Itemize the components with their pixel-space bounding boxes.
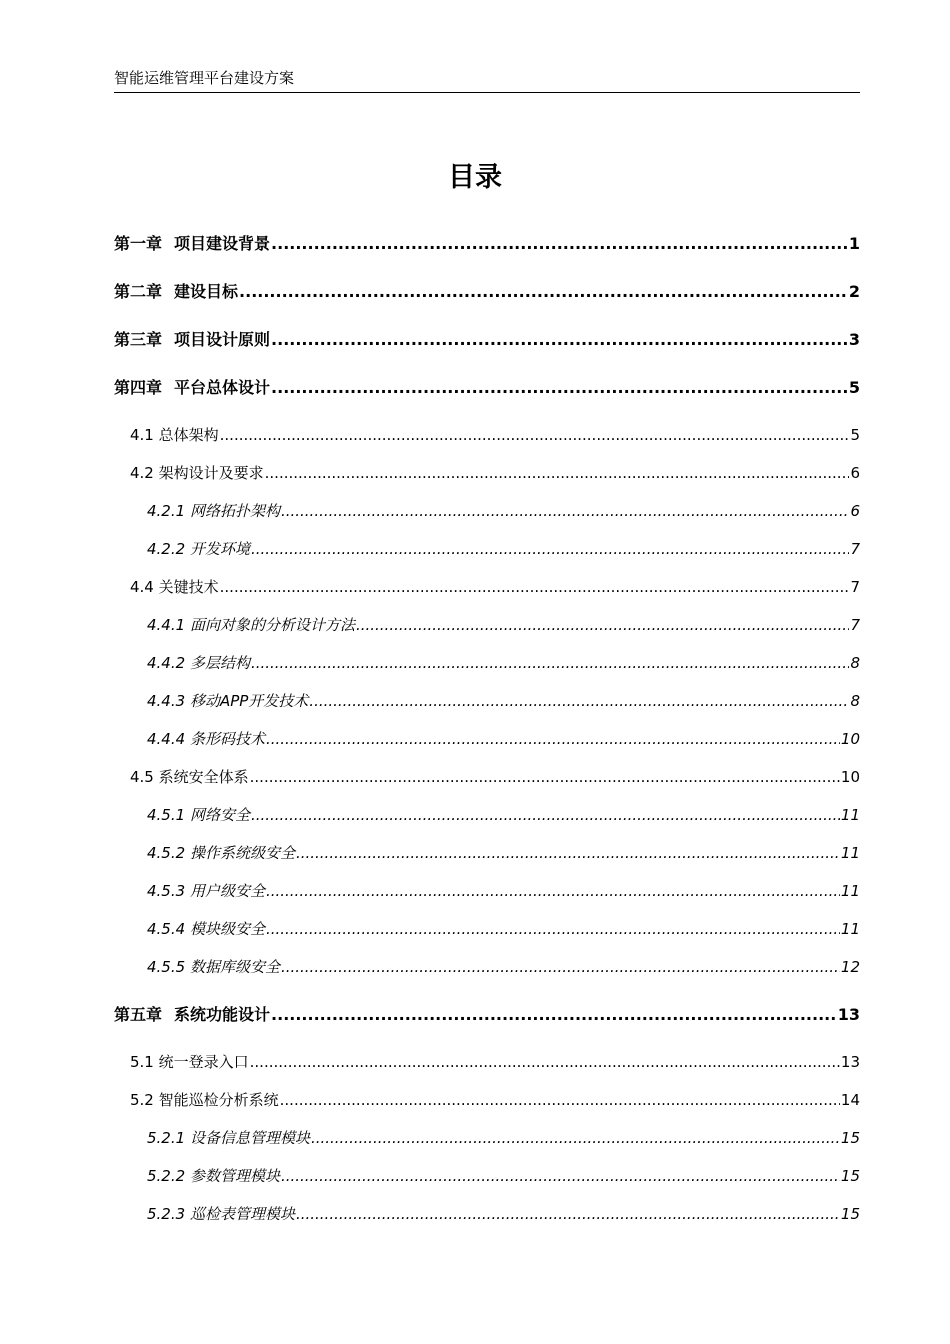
toc-entry-text: 参数管理模块 [185,1167,280,1185]
toc-entry-text: 统一登录入口 [153,1053,249,1071]
toc-page-number: 5 [850,426,860,444]
toc-entry-text: 总体架构 [153,426,219,444]
toc-entry-text: 移动APP开发技术 [185,692,309,710]
toc-entry-label [147,880,265,902]
toc-entry-number: 5.1 [130,1053,154,1071]
toc-entry[interactable] [147,842,860,864]
toc-page-number: 12 [840,958,860,976]
toc-heading: 目录 [448,162,502,193]
toc-entry-number: 5.2.2 [147,1167,186,1185]
toc-entry-label [147,690,308,712]
toc-entry[interactable] [147,918,860,940]
toc-page-number: 2 [848,282,860,301]
toc-entry-number: 4.5.4 [147,920,186,938]
toc-entry-number: 5.2 [130,1091,154,1109]
toc-entry[interactable] [147,614,860,636]
toc-entry-text: 平台总体设计 [174,378,271,397]
toc-entry-number: 4.5.3 [147,882,186,900]
toc-leader-dots [271,1004,837,1026]
page-header [114,68,860,93]
toc-page-number: 6 [850,464,860,482]
toc-entry-number: 4.4.2 [147,654,186,672]
toc-entry-label [147,728,265,750]
toc-entry-text: 面向对象的分析设计方法 [185,616,355,634]
toc-entry[interactable] [147,690,860,712]
toc-page-number: 11 [840,844,860,862]
document-title: 智能运维管理平台建设方案 [114,69,295,87]
toc-entry-label [147,842,295,864]
toc-entry-text: 智能巡检分析系统 [153,1091,279,1109]
toc-page-number: 11 [840,806,860,824]
toc-page-number: 7 [850,578,860,596]
toc-page-number: 11 [840,882,860,900]
toc-entry-label [130,1089,279,1111]
toc-page-number: 13 [837,1005,860,1024]
toc-entry-label [130,1051,249,1073]
toc-entry[interactable] [114,281,860,303]
toc-entry-text: 用户级安全 [185,882,265,900]
toc-entry-text: 多层结构 [185,654,250,672]
toc-entry-number: 4.4.3 [147,692,186,710]
toc-page-number: 13 [840,1053,860,1071]
toc-page-number: 14 [840,1091,860,1109]
toc-entry[interactable] [147,880,860,902]
toc-entry-number: 4.5.5 [147,958,186,976]
toc-entry-text: 关键技术 [153,578,219,596]
toc-entry[interactable] [130,576,860,598]
toc-leader-dots [251,538,850,560]
toc-page-number: 8 [850,654,860,672]
toc-entry-label [147,500,280,522]
toc-entry-label [147,1165,280,1187]
toc-entry-text: 开发环境 [185,540,250,558]
toc-entry[interactable] [114,329,860,351]
toc-entry[interactable] [147,1127,860,1149]
toc-entry-text: 系统安全体系 [153,768,249,786]
toc-entry-text: 条形码技术 [185,730,265,748]
toc-entry[interactable] [130,462,860,484]
toc-entry-number: 第三章 [114,330,163,349]
toc-entry-label [147,652,250,674]
toc-entry-text: 系统功能设计 [174,1005,271,1024]
toc-entry-label [130,462,264,484]
toc-entry-label [147,1127,310,1149]
toc-entry-label [114,281,238,303]
toc-leader-dots [296,1203,840,1225]
toc-entry[interactable] [114,1004,860,1026]
toc-entry[interactable] [130,766,860,788]
toc-entry-number: 第五章 [114,1005,163,1024]
toc-page-number: 3 [848,330,860,349]
toc-entry-text: 架构设计及要求 [153,464,264,482]
toc-leader-dots [280,1089,840,1111]
toc-page-number: 5 [848,378,860,397]
toc-entry-label [147,956,280,978]
toc-entry[interactable] [130,1051,860,1073]
toc-entry[interactable] [114,377,860,399]
toc-entry-number: 4.4 [130,578,154,596]
toc-page-number: 7 [850,540,860,558]
toc-leader-dots [356,614,850,636]
toc-entry[interactable] [147,728,860,750]
toc-page-number: 15 [840,1129,860,1147]
toc-leader-dots [220,576,850,598]
toc-entry[interactable] [147,538,860,560]
toc-entry-label [147,804,250,826]
toc-leader-dots [220,424,850,446]
toc-entry-number: 4.4.1 [147,616,186,634]
toc-entry-text: 项目设计原则 [174,330,271,349]
toc-leader-dots [281,1165,840,1187]
toc-leader-dots [281,500,850,522]
toc-leader-dots [271,233,848,255]
toc-entry-label [147,614,355,636]
toc-leader-dots [296,842,840,864]
toc-entry-text: 建设目标 [174,282,239,301]
toc-entry[interactable] [130,1089,860,1111]
toc-leader-dots [271,329,848,351]
toc-entry-number: 4.5 [130,768,154,786]
toc-entry-text: 数据库级安全 [185,958,280,976]
toc-entry-number: 4.2 [130,464,154,482]
toc-entry-text: 设备信息管理模块 [185,1129,310,1147]
toc-entry[interactable] [147,1165,860,1187]
toc-entry-number: 4.5.1 [147,806,186,824]
toc-leader-dots [281,956,840,978]
toc-page-number: 8 [850,692,860,710]
toc-entry-number: 4.2.1 [147,502,186,520]
toc-leader-dots [265,462,850,484]
toc-entry-label [130,424,219,446]
toc-entry-label [130,766,249,788]
toc-leader-dots [309,690,849,712]
toc-entry-label [114,329,270,351]
toc-entry[interactable] [114,233,860,255]
toc-entry-label [114,1004,270,1026]
toc-leader-dots [311,1127,840,1149]
toc-entry-label [147,1203,295,1225]
toc-leader-dots [266,918,840,940]
toc-page-number: 15 [840,1167,860,1185]
toc-entry-label [147,538,250,560]
toc-entry-number: 第一章 [114,234,163,253]
toc-entry-number: 4.4.4 [147,730,186,748]
toc-entry-text: 网络安全 [185,806,250,824]
toc-entry-number: 4.2.2 [147,540,186,558]
toc-page-number: 11 [840,920,860,938]
toc-leader-dots [251,804,840,826]
toc-entry-text: 巡检表管理模块 [185,1205,295,1223]
toc-entry-text: 操作系统级安全 [185,844,295,862]
toc-entry[interactable] [147,652,860,674]
toc-entry-number: 5.2.1 [147,1129,186,1147]
toc-entry-number: 第四章 [114,378,163,397]
toc-entry-label [114,377,270,399]
toc-entry[interactable] [147,1203,860,1225]
toc-page-number: 1 [848,234,860,253]
toc-leader-dots [251,652,850,674]
toc-leader-dots [239,281,848,303]
toc-entry-text: 项目建设背景 [174,234,271,253]
toc-entry-number: 4.5.2 [147,844,186,862]
toc-page-number: 10 [840,730,860,748]
toc-entry-text: 模块级安全 [185,920,265,938]
toc-leader-dots [266,880,840,902]
toc-leader-dots [250,1051,840,1073]
toc-page-number: 6 [850,502,860,520]
toc-leader-dots [250,766,840,788]
toc-entry-text: 网络拓扑架构 [185,502,280,520]
toc-leader-dots [266,728,840,750]
toc-page-number: 7 [850,616,860,634]
toc-entry[interactable] [130,424,860,446]
toc-entry-number: 4.1 [130,426,154,444]
toc-leader-dots [271,377,848,399]
toc-page-number: 10 [840,768,860,786]
toc-page-number: 15 [840,1205,860,1223]
toc-entry-number: 5.2.3 [147,1205,186,1223]
toc-entry[interactable] [147,956,860,978]
toc-entry-label [114,233,270,255]
toc-entry[interactable] [147,500,860,522]
toc-entry-number: 第二章 [114,282,163,301]
toc-entry-label [130,576,219,598]
toc-entry[interactable] [147,804,860,826]
toc-entry-label [147,918,265,940]
